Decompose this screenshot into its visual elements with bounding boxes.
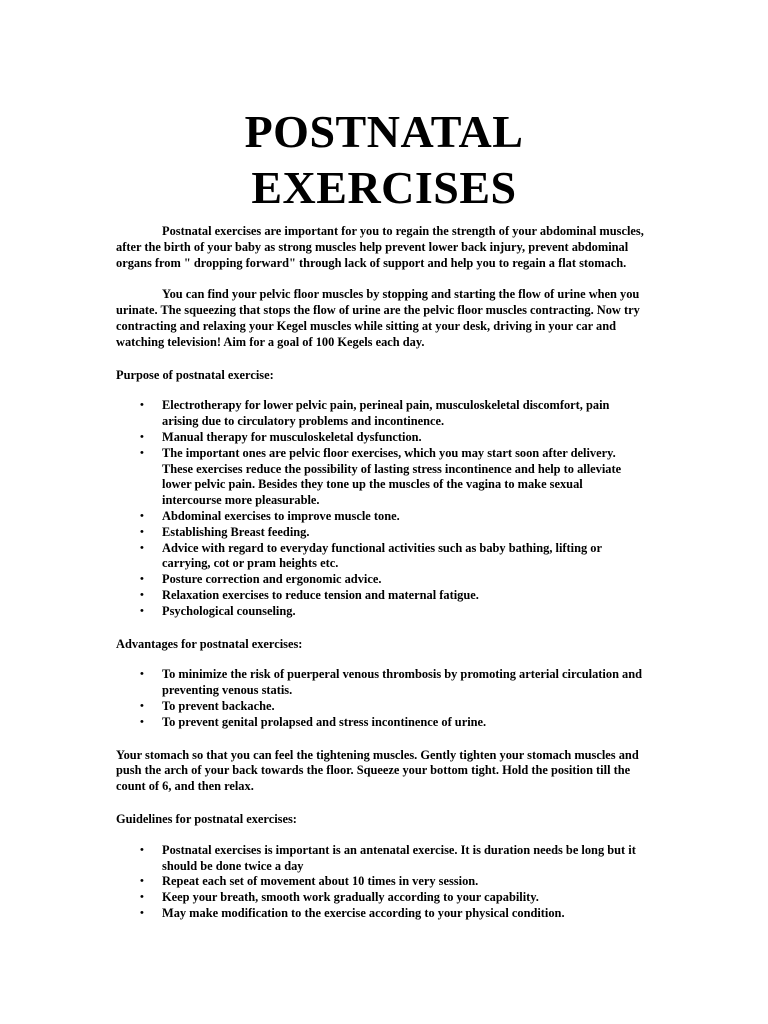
document-body [116, 224, 644, 922]
list-item: • To minimize the risk of puerperal venous thrombosis by promoting arterial circulation and preventing venous statis. [116, 667, 644, 699]
title-line-2: EXERCISES [251, 162, 517, 213]
guidelines-heading: Guidelines for postnatal exercises: [116, 811, 297, 826]
purpose-list [116, 398, 644, 619]
intro-paragraph: Postnatal exercises are important for you to regain the strength of your abdominal muscles, after the birth of your baby as strong muscles help prevent lower back injury, prevent abdominal organs from " dropping forward" through lack of support and help you to regain a flat stomach. [116, 224, 644, 270]
pelvic-floor-paragraph: You can find your pelvic floor muscles by stopping and starting the flow of urine when you urinate. The squeezing that stops the flow of urine are the pelvic floor muscles contracting. Now try contracting and relaxing your Kegel muscles while sitting at your desk, driving in your car and watching television! Aim for a goal of 100 Kegels each day. [116, 287, 640, 349]
list-item: • Relaxation exercises to reduce tension and maternal fatigue. [116, 588, 644, 604]
list-item: • Manual therapy for musculoskeletal dysfunction. [116, 430, 644, 446]
list-item: • Advice with regard to everyday functional activities such as baby bathing, lifting or carrying, cot or pram heights etc. [116, 541, 644, 573]
list-item: • Repeat each set of movement about 10 times in very session. [116, 874, 644, 890]
list-item: • Establishing Breast feeding. [116, 525, 644, 541]
list-item: • Electrotherapy for lower pelvic pain, perineal pain, musculoskeletal discomfort, pain arising due to circulatory problems and incontinence. [116, 398, 644, 430]
list-item: • The important ones are pelvic floor exercises, which you may start soon after delivery. These exercises reduce the possibility of lasting stress incontinence and help to alleviate lower pelvic pain. Besides they tone up the muscles of the vagina to make sexual intercourse more pleasurable. [116, 446, 644, 509]
list-item: • May make modification to the exercise according to your physical condition. [116, 906, 644, 922]
advantages-heading: Advantages for postnatal exercises: [116, 636, 303, 651]
document-title [0, 104, 768, 216]
advantages-list [116, 667, 644, 730]
list-item: • Keep your breath, smooth work gradually according to your capability. [116, 890, 644, 906]
stomach-exercise-paragraph: Your stomach so that you can feel the tightening muscles. Gently tighten your stomach muscles and push the arch of your back towards the floor. Squeeze your bottom tight. Hold the position till the count of 6, and then relax. [116, 747, 639, 794]
purpose-heading: Purpose of postnatal exercise: [116, 367, 274, 382]
list-item: • Psychological counseling. [116, 604, 644, 620]
list-item: • Abdominal exercises to improve muscle tone. [116, 509, 644, 525]
guidelines-list [116, 843, 644, 922]
list-item: • To prevent genital prolapsed and stress incontinence of urine. [116, 715, 644, 731]
list-item: • To prevent backache. [116, 699, 644, 715]
list-item: • Postnatal exercises is important is an antenatal exercise. It is duration needs be long but it should be done twice a day [116, 843, 644, 875]
title-line-1: POSTNATAL [244, 106, 524, 157]
list-item: • Posture correction and ergonomic advice. [116, 572, 644, 588]
